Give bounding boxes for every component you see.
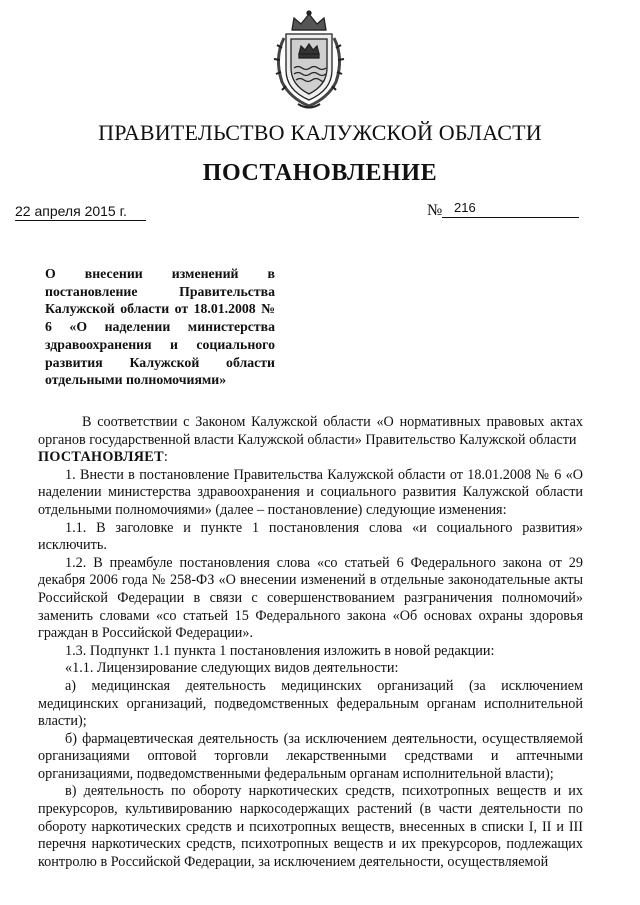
government-title: ПРАВИТЕЛЬСТВО КАЛУЖСКОЙ ОБЛАСТИ (98, 120, 542, 145)
clause-1-2: 1.2. В преамбуле постановления слова «со статьей 6 Федерального закона от 29 декабря 2006 года № 258-ФЗ «О внесении изменений в отдельные законодательные акты Российской Федерации в связи с совершенствованием разграничения полномочий» заменить словами «со статьей 15 Федерального закона «Об основах охраны здоровья граждан в Российской Федерации». (38, 554, 583, 642)
resolves-colon: : (163, 449, 168, 466)
subject-text: О внесении изменений в постановление Правительства Калужской области от 18.01.2008 № 6 «О наделении министерства здравоохранения и социального развития Калужской области (45, 266, 275, 370)
new-clause-1-1: «1.1. Лицензирование следующих видов деятельности: (65, 660, 399, 677)
number-sign: № (427, 202, 443, 219)
clause-1-1: 1.1. В заголовке и пункте 1 постановления слова «и социального развития» исключить. (38, 519, 583, 554)
document-type-title: ПОСТАНОВЛЕНИЕ (202, 160, 438, 186)
item-a: а) медицинская деятельность медицинских организаций (за исключением медицинских организаций, подведомственных федеральным органам исполнительной власти); (38, 677, 583, 730)
item-v: в) деятельность по обороту наркотических средств, психотропных веществ и их прекурсоров, культивированию наркосодержащих растений (в части деятельности по обороту наркотических средств и психотропных веществ, внесенных в списки I, II и III перечня наркотических средств, психотропных веществ и их прекурсоров, подлежащих контролю в Российской Федерации, за исключением деятельности, осуществляемой (38, 783, 583, 870)
document-subject (45, 265, 275, 389)
subject-text-last-line: отдельными полномочиями» (45, 372, 227, 388)
clause-1-3: 1.3. Подпункт 1.1 пункта 1 постановления изложить в новой редакции: (65, 642, 495, 659)
document-number: 216 (442, 203, 579, 218)
document-body (38, 414, 583, 871)
preamble-paragraph (38, 414, 583, 467)
document-date: 22 апреля 2015 г. (15, 203, 146, 221)
coat-of-arms-icon (268, 8, 350, 112)
item-b: б) фармацевтическая деятельность (за исключением деятельности, осуществляемой организациями оптовой торговли лекарственными средствами и аптечными организациями, подведомственными федеральным органам исполнительной власти); (38, 730, 583, 782)
resolves-keyword: ПОСТАНОВЛЯЕТ (38, 449, 164, 466)
clause-1: 1. Внести в постановление Правительства Калужской области от 18.01.2008 № 6 «О наделении министерства здравоохранения и социального развития Калужской области отдельными полномочиями» (далее – постановление) следующие изменения: (38, 466, 583, 518)
preamble-text: В соответствии с Законом Калужской области «О нормативных правовых актах органов государственной власти Калужской области» Правительство Калужской области (38, 414, 583, 448)
